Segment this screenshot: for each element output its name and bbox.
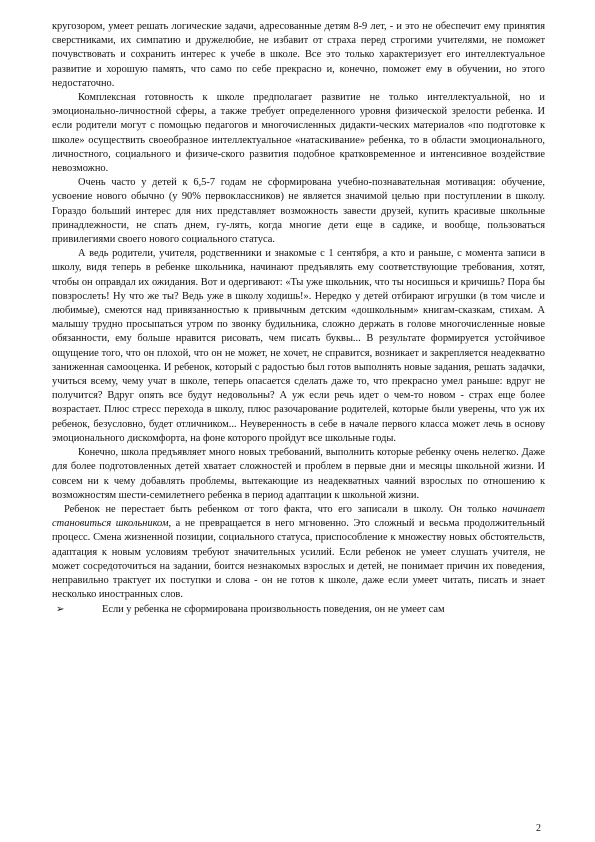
page-number: 2 [536, 823, 541, 834]
paragraph-6-emphasis: начинает становиться школьником, [52, 503, 545, 530]
paragraph-3: Очень часто у детей к 6,5-7 годам не сформирована учебно-познавательная мотивация: обучение, усвоение нового обычно (у 90% первоклассников) не является значимой целью при поступлении в школу. Гораздо больший интерес для них представляет возможность завести друзей, купить красивые школьные принадлежности, не спать днем, гу-лять, когда многие дети еще в садике, и вообще, пользоваться привилегиями своего нового социального статуса. [52, 177, 545, 246]
paragraph-6 [52, 503, 545, 602]
paragraph-2: Комплексная готовность к школе предполагает развитие не только интеллектуальной, но и эмоционально-личностной сферы, а также требует определенного уровня физической зрелости ребенка. И если родители могут с помощью педагогов и многочисленных дидакти-ческих материалов «по подготовке к школе» осуществить своеобразное интеллектуальное «натаскивание» ребенка, то в области эмоционального, личностного, социального и физиче-ского развития подобное кратковременное и интенсивное воздействие невозможно. [52, 92, 545, 175]
bullet-text: Если у ребенка не сформирована произвольность поведения, он не умеет сам [102, 604, 445, 616]
paragraph-1: кругозором, умеет решать логические задачи, адресованные детям 8-9 лет, - и это не обеспечит ему принятия сверстниками, их симпатию и дружелюбие, не избавит от страха перед строгими учителями, не поможет почувствовать и сохранить интерес к учебе в школе. Все это только характеризует его интеллектуальное развитие и хорошую память, что само по себе прекрасно и, конечно, поможет ему в обучении, но этого недостаточно. [52, 21, 545, 89]
arrow-bullet-icon: ➢ [56, 604, 65, 616]
paragraph-6-end: а не превращается в него мгновенно. Это сложный и весьма продолжительный процесс. Смена жизненной позиции, социального статуса, приспособление к множеству новых обстоятельств, адаптация к новым условиям требуют значительных усилий. Если ребенок не умеет слушать учителя, не может сосредоточиться на задании, боится незнакомых взрослых и детей, не понимает причин их поведения, неправильно трактует их поступки и слова - он не готов к школе, даже если умеет читать, писать и знает несколько иностранных слов. [52, 518, 545, 601]
paragraph-6-start: Ребенок не перестает быть ребенком от того факта, что его записали в школу. Он только [64, 503, 503, 515]
paragraph-5: Конечно, школа предъявляет много новых требований, выполнить которые ребенку очень нелегко. Даже для более подготовленных детей хватает сложностей и проблем в первые дни и месяцы школьной жизни. И совсем ни к чему добавлять проблемы, вытекающие из неадекватных чаяний взрослых по отношению к возможностям шести-семилетнего ребенка в период адаптации к школьной жизни. [52, 447, 545, 501]
paragraph-4: А ведь родители, учителя, родственники и знакомые с 1 сентября, а кто и раньше, с момента записи в школу, видя теперь в ребенке школьника, начинают предъявлять ему соответствующие требования, хотят, чтобы он оправдал их ожидания. Вот и одергивают: «Ты уже школьник, что ты носишься и кричишь? Пора бы повзрослеть! Ну что же ты? Ведь уже в школу ходишь!». Нередко у детей отбирают игрушки (в том числе и любимые), смеются над привязанностью к привычным детским «дошкольным» книгам-сказкам, стихам. А малышу трудно просыпаться утром по звонку будильника, сложно держать в голове многочисленные новые обязанности, ему больше нравится рисовать, чем писать буквы... В результате формируется устойчивое ощущение того, что он плохой, что он не может, не хочет, не справится, возникает и закрепляется неадекватно заниженная самооценка. И ребенок, который с радостью был готов выполнять новые задания, решать задачки, учиться всему, чему учат в школе, теперь опасается сделать даже то, что прекрасно умел раньше: вдруг не получится? Вдруг опять все будут недовольны? А уж если речь идет о чем-то новом - страх еще более возрастает. Плюс стресс перехода в школу, плюс разочарование родителей, которые были уверены, что уж их ребенок, безусловно, будет отличником... Неуверенность в себе в начале первого класса может лечь в основу эмоционального дискомфорта, на фоне которого пройдут все школьные годы. [52, 248, 545, 444]
body-text [52, 20, 545, 618]
bullet-item [52, 603, 545, 617]
